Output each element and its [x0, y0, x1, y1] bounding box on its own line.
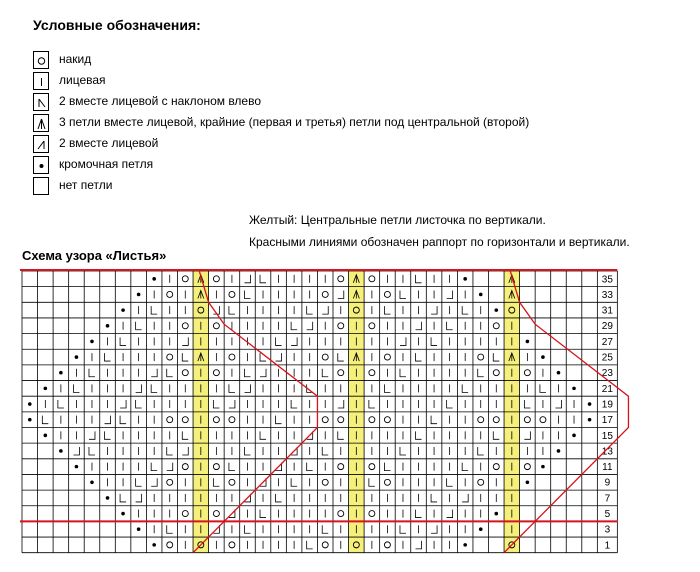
row-number: 21: [601, 383, 613, 395]
legend-label: нет петли: [59, 178, 113, 192]
legend-label: кромочная петля: [59, 157, 154, 171]
row-number: 9: [604, 477, 611, 489]
k2tog-icon: [120, 400, 126, 408]
ssk-icon: [338, 431, 344, 439]
yarn-over-icon: [229, 542, 235, 548]
k2tog-icon: [244, 275, 250, 283]
row-number: 13: [601, 446, 613, 458]
ssk-icon: [213, 400, 219, 408]
yarn-over-icon: [338, 323, 344, 329]
edge-stitch-icon: [121, 512, 125, 516]
row-number: 31: [601, 305, 613, 317]
yarn-over-icon: [322, 291, 328, 297]
yarn-over-icon: [338, 417, 344, 423]
ssk-icon: [493, 353, 499, 361]
edge-stitch-icon: [44, 387, 48, 391]
ssk-icon: [307, 306, 313, 314]
row-number: 3: [604, 524, 611, 536]
yarn-over-icon: [338, 370, 344, 376]
ssk-icon: [58, 400, 64, 408]
row-number: 25: [601, 352, 613, 364]
k2tog-icon: [431, 525, 437, 533]
k2tog-icon: [400, 337, 406, 345]
note-red: Красными линиями обозначен раппорт по горизонтали и вертикали.: [249, 235, 630, 249]
row-number: 5: [604, 509, 611, 521]
ssk-icon: [73, 384, 79, 392]
yarn-over-icon: [540, 417, 546, 423]
yarn-over-icon: [213, 370, 219, 376]
yarn-over-icon: [167, 417, 173, 423]
k2tog-icon: [89, 431, 95, 439]
yarn-over-icon: [384, 291, 390, 297]
yarn-over-icon: [384, 479, 390, 485]
k2tog-icon: [136, 384, 142, 392]
ssk-icon: [120, 416, 126, 424]
ssk-icon: [307, 463, 313, 471]
edge-stitch-icon: [121, 308, 125, 312]
ssk-icon: [105, 353, 111, 361]
yarn-over-icon: [229, 479, 235, 485]
edge-stitch-icon: [106, 496, 110, 500]
yarn-over-icon: [338, 464, 344, 470]
edge-stitch-icon: [75, 465, 79, 469]
ssk-icon: [229, 463, 235, 471]
k2tog-icon: [151, 369, 157, 377]
yarn-over-icon: [182, 323, 188, 329]
edge-stitch-icon: [588, 418, 592, 422]
ssk-icon: [431, 494, 437, 502]
yarn-over-icon: [167, 354, 173, 360]
k2tog-icon: [260, 369, 266, 377]
yarn-over-icon: [384, 354, 390, 360]
ssk-icon: [276, 494, 282, 502]
ssk-icon: [384, 306, 390, 314]
edge-stitch-icon: [152, 543, 156, 547]
ssk-icon: [369, 400, 375, 408]
k2tog-icon: [291, 337, 297, 345]
k2tog-icon: [462, 494, 468, 502]
k2tog-icon: [136, 494, 142, 502]
ssk-icon: [322, 369, 328, 377]
k2tog-icon: [524, 431, 530, 439]
yarn-over-icon: [182, 511, 188, 517]
ssk-icon: [213, 478, 219, 486]
yarn-over-icon: [369, 464, 375, 470]
k2tog-icon: [167, 463, 173, 471]
k2tog-icon: [182, 337, 188, 345]
legend-label: лицевая: [59, 73, 106, 87]
k2tog-icon: [105, 416, 111, 424]
k2tog-icon: [431, 306, 437, 314]
ssk-icon: [136, 478, 142, 486]
ssk-icon: [400, 525, 406, 533]
yarn-over-icon: [493, 464, 499, 470]
yarn-over-icon: [213, 323, 219, 329]
yarn-over-icon: [322, 354, 328, 360]
ssk-icon: [416, 510, 422, 518]
edge-stitch-icon: [137, 293, 141, 297]
ssk-icon: [291, 400, 297, 408]
edge-stitch-icon: [28, 418, 32, 422]
edge-stitch-icon: [526, 340, 530, 344]
edge-stitch-icon: [90, 340, 94, 344]
legend-label: 2 вместе лицевой с наклоном влево: [59, 94, 262, 108]
edge-stitch-icon: [541, 465, 545, 469]
ssk-icon: [136, 322, 142, 330]
yarn-over-icon: [213, 511, 219, 517]
yarn-over-icon: [213, 464, 219, 470]
edge-stitch-icon: [588, 402, 592, 406]
row-number: 17: [601, 415, 613, 427]
ssk-icon: [416, 275, 422, 283]
legend-label: 3 петли вместе лицевой, крайние (первая и третья) петли под центральной (второй): [59, 115, 530, 129]
ssk-icon: [260, 510, 266, 518]
edge-stitch-icon: [90, 480, 94, 484]
yarn-over-icon: [322, 417, 328, 423]
ssk-icon: [400, 290, 406, 298]
edge-stitch-icon: [572, 434, 576, 438]
ssk-icon: [400, 447, 406, 455]
ssk-icon: [291, 478, 297, 486]
ssk-icon: [167, 369, 173, 377]
ssk-icon: [322, 447, 328, 455]
yarn-over-icon: [524, 370, 530, 376]
edge-stitch-icon: [557, 371, 561, 375]
edge-stitch-icon: [59, 371, 63, 375]
yarn-over-icon: [322, 479, 328, 485]
edge-stitch-icon: [572, 387, 576, 391]
yarn-over-icon: [478, 354, 484, 360]
ssk-icon: [151, 463, 157, 471]
yarn-over-icon: [338, 511, 344, 517]
row-number: 33: [601, 289, 613, 301]
ssk-icon: [462, 306, 468, 314]
ssk-icon: [338, 353, 344, 361]
edge-stitch-icon: [28, 402, 32, 406]
ssk-icon: [478, 369, 484, 377]
edge-stitch-icon: [541, 355, 545, 359]
ssk-icon: [307, 541, 313, 549]
yarn-over-icon: [493, 323, 499, 329]
edge-stitch-icon: [479, 293, 483, 297]
ssk-icon: [322, 525, 328, 533]
k2tog-icon: [447, 290, 453, 298]
row-number: 15: [601, 430, 613, 442]
edge-stitch-icon: [463, 543, 467, 547]
yarn-over-icon: [322, 542, 328, 548]
ssk-icon: [431, 416, 437, 424]
k2tog-icon: [151, 478, 157, 486]
yarn-over-icon: [524, 417, 530, 423]
ssk-icon: [276, 416, 282, 424]
k2tog-icon: [307, 322, 313, 330]
ssk-icon: [244, 525, 250, 533]
ssk-icon: [384, 384, 390, 392]
ssk-icon: [540, 384, 546, 392]
ssk-icon: [462, 463, 468, 471]
ssk-icon: [260, 431, 266, 439]
yarn-over-icon: [384, 542, 390, 548]
k2tog-icon: [73, 447, 79, 455]
yarn-over-icon: [182, 370, 188, 376]
yarn-over-icon: [229, 291, 235, 297]
edge-stitch-icon: [463, 277, 467, 281]
ssk-icon: [120, 494, 126, 502]
yarn-over-icon: [167, 291, 173, 297]
ssk-icon: [478, 447, 484, 455]
k2tog-icon: [229, 400, 235, 408]
k2tog-icon: [555, 400, 561, 408]
ssk-icon: [384, 463, 390, 471]
yarn-over-icon: [338, 276, 344, 282]
yarn-over-icon: [478, 417, 484, 423]
ssk-icon: [89, 369, 95, 377]
ssk-icon: [151, 384, 157, 392]
ssk-icon: [151, 306, 157, 314]
ssk-icon: [89, 447, 95, 455]
ssk-icon: [244, 369, 250, 377]
yarn-over-icon: [369, 276, 375, 282]
ssk-icon: [416, 431, 422, 439]
edge-stitch-icon: [494, 308, 498, 312]
note-yellow: Желтый: Центральные петли листочка по вертикали.: [249, 213, 546, 227]
ssk-icon: [447, 322, 453, 330]
yarn-over-icon: [167, 542, 173, 548]
ssk-icon: [244, 290, 250, 298]
ssk-icon: [120, 337, 126, 345]
edge-stitch-icon: [479, 527, 483, 531]
ssk-icon: [105, 431, 111, 439]
edge-stitch-icon: [152, 277, 156, 281]
row-number: 23: [601, 368, 613, 380]
ssk-icon: [447, 478, 453, 486]
ssk-icon: [42, 416, 48, 424]
ssk-icon: [416, 353, 422, 361]
ssk-icon: [229, 384, 235, 392]
chart-title: Схема узора «Листья»: [22, 248, 167, 263]
edge-stitch-icon: [494, 512, 498, 516]
k2tog-icon: [276, 353, 282, 361]
ssk-icon: [167, 447, 173, 455]
k2tog-icon: [416, 541, 422, 549]
legend-label: 2 вместе лицевой: [59, 136, 159, 150]
yarn-over-icon: [384, 417, 390, 423]
ssk-icon: [400, 369, 406, 377]
row-number: 35: [601, 274, 613, 286]
ssk-icon: [229, 306, 235, 314]
ssk-icon: [369, 478, 375, 486]
yarn-over-icon: [213, 276, 219, 282]
k2tog-icon: [338, 400, 344, 408]
k2tog-icon: [338, 290, 344, 298]
yarn-over-icon: [229, 417, 235, 423]
edge-stitch-icon: [44, 434, 48, 438]
ssk-icon: [167, 525, 173, 533]
yarn-over-icon: [369, 511, 375, 517]
legend-label: накид: [59, 52, 92, 66]
yarn-over-icon: [369, 370, 375, 376]
row-number: 11: [602, 462, 613, 474]
yarn-over-icon: [478, 479, 484, 485]
k2tog-icon: [447, 510, 453, 518]
yarn-over-icon: [369, 417, 375, 423]
k2tog-icon: [182, 447, 188, 455]
edge-stitch-icon: [59, 449, 63, 453]
ssk-icon: [182, 353, 188, 361]
ssk-icon: [462, 384, 468, 392]
k2tog-icon: [416, 322, 422, 330]
row-number: 1: [604, 540, 611, 552]
yarn-over-icon: [167, 479, 173, 485]
ssk-icon: [182, 431, 188, 439]
ssk-icon: [276, 337, 282, 345]
row-number: 29: [601, 321, 613, 333]
row-number: 7: [604, 493, 611, 505]
yarn-over-icon: [182, 417, 188, 423]
edge-stitch-icon: [137, 527, 141, 531]
edge-stitch-icon: [526, 480, 530, 484]
ssk-icon: [244, 447, 250, 455]
ssk-icon: [524, 400, 530, 408]
ssk-icon: [136, 400, 142, 408]
yarn-over-icon: [369, 323, 375, 329]
yarn-over-icon: [493, 417, 499, 423]
ssk-icon: [291, 322, 297, 330]
yarn-over-icon: [213, 417, 219, 423]
yarn-over-icon: [493, 370, 499, 376]
row-number: 19: [601, 399, 613, 411]
ssk-icon: [431, 337, 437, 345]
yarn-over-icon: [182, 276, 188, 282]
legend-title: Условные обозначения:: [33, 17, 201, 33]
edge-stitch-icon: [75, 355, 79, 359]
edge-stitch-icon: [106, 324, 110, 328]
yarn-over-icon: [524, 464, 530, 470]
yarn-over-icon: [182, 464, 188, 470]
k2tog-icon: [322, 306, 328, 314]
edge-stitch-icon: [557, 449, 561, 453]
ssk-icon: [447, 400, 453, 408]
yarn-over-icon: [229, 354, 235, 360]
k2tog-icon: [244, 384, 250, 392]
ssk-icon: [260, 275, 266, 283]
ssk-icon: [493, 431, 499, 439]
row-number: 27: [601, 336, 613, 348]
